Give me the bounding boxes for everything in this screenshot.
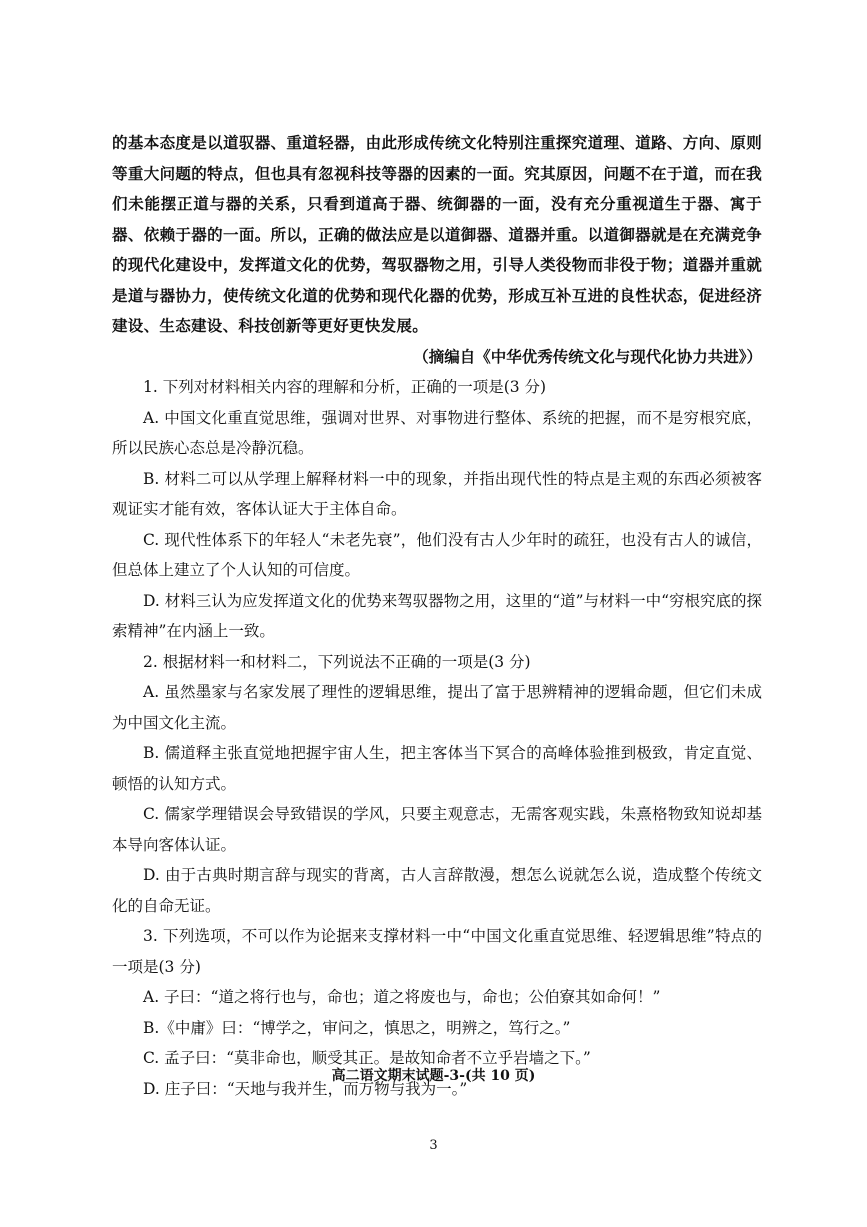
option-a: A. 中国文化重直觉思维，强调对世界、对事物进行整体、系统的把握，而不是穷根究底，所以民族心态总是冷静沉稳。 <box>112 408 762 457</box>
page-content <box>112 128 762 1104</box>
question-1 <box>112 372 762 647</box>
option-b: B. 儒道释主张直觉地把握宇宙人生，把主客体当下冥合的高峰体验推到极致，肯定直觉、顿悟的认知方式。 <box>112 744 762 793</box>
question-stem: 1. 下列对材料相关内容的理解和分析，正确的一项是(3 分) <box>143 378 547 396</box>
page-footer: 高二语文期末试题-3-(共 10 页) <box>331 1068 536 1084</box>
option-c: C. 儒家学理错误会导致错误的学风，只要主观意志，无需客观实践，朱熹格物致知说却基本导向客体认证。 <box>112 805 762 854</box>
question-stem: 3. 下列选项，不可以作为论据来支撑材料一中“中国文化重直觉思维、轻逻辑思维”特点的一项是(3 分) <box>112 927 762 976</box>
option-b: B. 材料二可以从学理上解释材料一中的现象，并指出现代性的特点是主观的东西必须被客观证实才能有效，客体认证大于主体自命。 <box>112 469 762 518</box>
passage-continuation: 的基本态度是以道驭器、重道轻器，由此形成传统文化特别注重探究道理、道路、方向、原则等重大问题的特点，但也具有忽视科技等器的因素的一面。究其原因，问题不在于道，而在我们未能摆正道与器的关系，只看到道高于器、统御器的一面，没有充分重视道生于器、寓于器、依赖于器的一面。所以，正确的做法应是以道御器、道器并重。以道御器就是在充满竞争的现代化建设中，发挥道文化的优势，驾驭器物之用，引导人类役物而非役于物；道器并重就是道与器协力，使传统文化道的优势和现代化器的优势，形成互补互进的良性状态，促进经济建设、生态建设、科技创新等更好更快发展。 <box>112 133 762 335</box>
option-a: A. 虽然墨家与名家发展了理性的逻辑思维，提出了富于思辨精神的逻辑命题，但它们未成为中国文化主流。 <box>112 683 762 732</box>
option-d: D. 由于古典时期言辞与现实的背离，古人言辞散漫，想怎么说就怎么说，造成整个传统文化的自命无证。 <box>112 866 762 915</box>
question-2 <box>112 647 762 922</box>
option-c: C. 孟子曰：“莫非命也，顺受其正。是故知命者不立乎岩墙之下。” <box>143 1049 591 1067</box>
option-b: B.《中庸》曰：“博学之，审问之，慎思之，明辨之，笃行之。” <box>143 1018 571 1037</box>
option-d: D. 材料三认为应发挥道文化的优势来驾驭器物之用，这里的“道”与材料一中“穷根究底的探索精神”在内涵上一致。 <box>112 591 763 640</box>
option-a: A. 子曰：“道之将行也与，命也；道之将废也与，命也；公伯寮其如命何！” <box>143 988 661 1006</box>
option-c: C. 现代性体系下的年轻人“未老先衰”，他们没有古人少年时的疏狂，也没有古人的诚信，但总体上建立了个人认知的可信度。 <box>112 530 762 579</box>
passage-source: （摘编自《中华优秀传统文化与现代化协力共进》） <box>413 346 762 366</box>
page-number: 3 <box>429 1138 438 1153</box>
option-d: D. 庄子曰：“天地与我并生，而万物与我为一。” <box>143 1079 468 1098</box>
question-stem: 2. 根据材料一和材料二，下列说法不正确的一项是(3 分) <box>143 652 531 671</box>
